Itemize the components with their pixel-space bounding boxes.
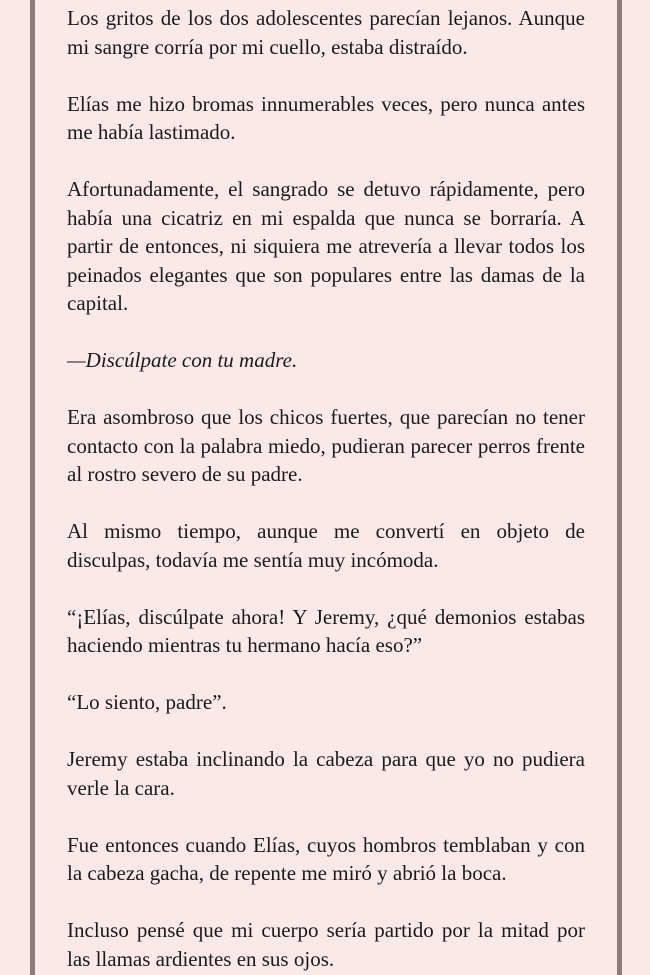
paragraph-3: Afortunadamente, el sangrado se detuvo rápidamente, pero había una cicatriz en mi espalda que nunca se borraría. A partir de entonces, ni siquiera me atrevería a llevar todos los peinados elegantes que son populares entre las damas de la capital. [67,177,585,315]
paragraph-7-dialogue: “¡Elías, discúlpate ahora! Y Jeremy, ¿qué demonios estabas haciendo mientras tu hermano hacía eso?” [67,604,585,657]
left-border-rule [30,0,35,975]
right-border-rule [617,0,622,975]
paragraph-9: Jeremy estaba inclinando la cabeza para que yo no pudiera verle la cara. [67,747,585,800]
paragraph-1: Los gritos de los dos adolescentes parecían lejanos. Aunque mi sangre corría por mi cuello, estaba distraído. [67,6,585,59]
paragraph-8-dialogue: “Lo siento, padre”. [67,690,227,714]
paragraph-10: Fue entonces cuando Elías, cuyos hombros temblaban y con la cabeza gacha, de repente me miró y abrió la boca. [67,832,585,885]
paragraph-5: Era asombroso que los chicos fuertes, que parecían no tener contacto con la palabra miedo, pudieran parecer perros frente al rostro severo de su padre. [67,405,585,486]
paragraph-2: Elías me hizo bromas innumerables veces, pero nunca antes me había lastimado. [67,91,585,144]
paragraph-6: Al mismo tiempo, aunque me convertí en objeto de disculpas, todavía me sentía muy incómoda. [67,519,585,572]
story-text [67,4,585,973]
paragraph-11: Incluso pensé que mi cuerpo sería partido por la mitad por las llamas ardientes en sus ojos. [67,918,585,971]
paragraph-4-dialogue: —Discúlpate con tu madre. [67,348,298,372]
